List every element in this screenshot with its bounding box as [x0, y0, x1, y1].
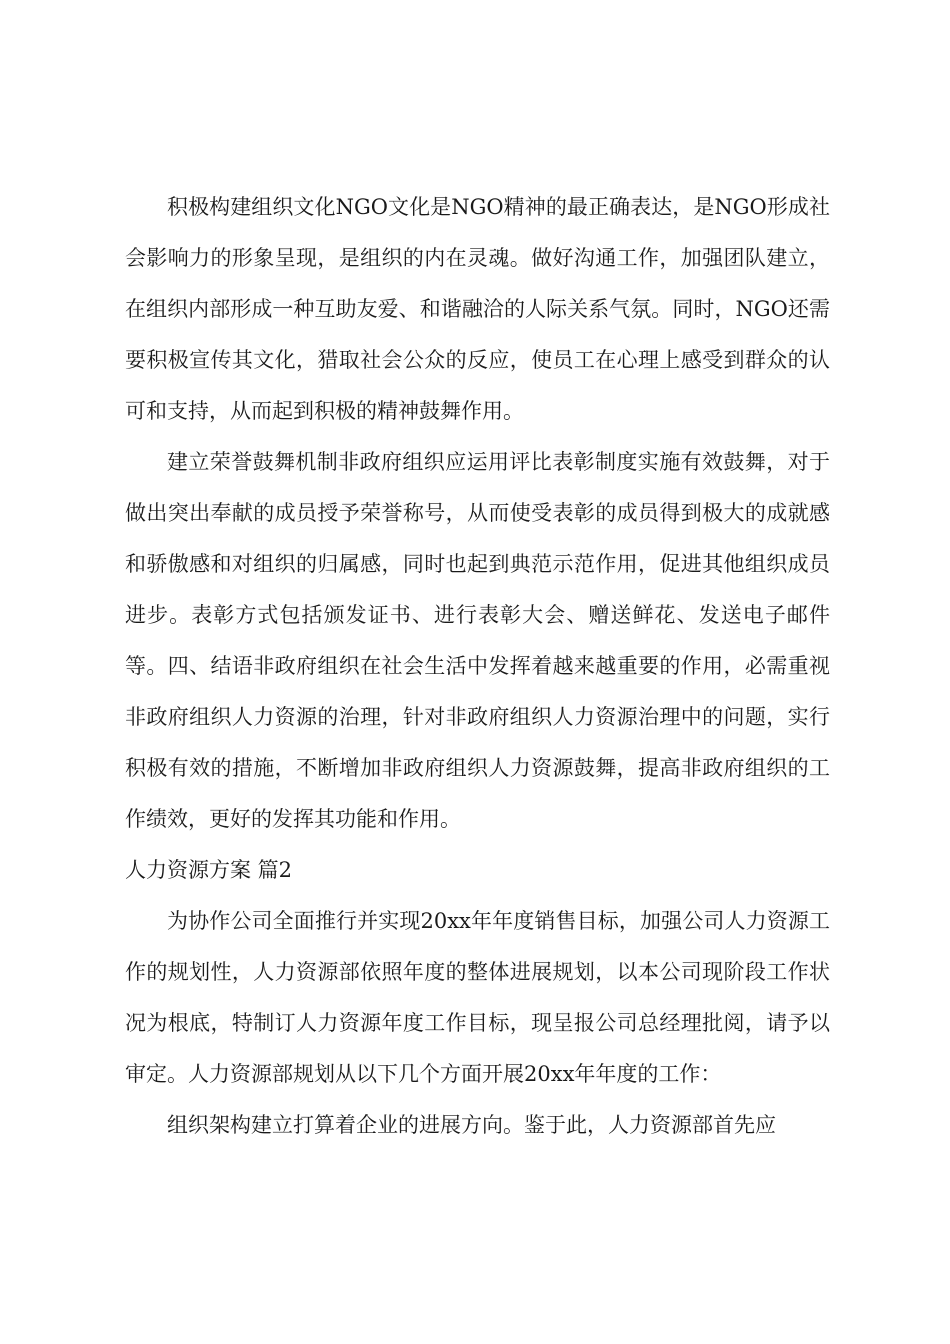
paragraph-annual-goals: 为协作公司全面推行并实现20xx年年度销售目标，加强公司人力资源工作的规划性，人力资源部依照年度的整体进展规划，以本公司现阶段工作状况为根底，特制订人力资源年度工作目标，现呈报公司总经理批阅，请予以审定。人力资源部规划从以下几个方面开展20xx年年度的工作：: [125, 909, 830, 1086]
document-body: [125, 182, 830, 1151]
paragraph-org-structure: 组织架构建立打算着企业的进展方向。鉴于此，人力资源部首先应: [167, 1113, 776, 1137]
section-heading: 人力资源方案 篇2: [125, 858, 293, 882]
paragraph-honor-incentive: 建立荣誉鼓舞机制非政府组织应运用评比表彰制度实施有效鼓舞，对于做出突出奉献的成员授予荣誉称号，从而使受表彰的成员得到极大的成就感和骄傲感和对组织的归属感，同时也起到典范示范作用，促进其他组织成员进步。表彰方式包括颁发证书、进行表彰大会、赠送鲜花、发送电子邮件等。四、结语非政府组织在社会生活中发挥着越来越重要的作用，必需重视非政府组织人力资源的治理，针对非政府组织人力资源治理中的问题，实行积极有效的措施，不断增加非政府组织人力资源鼓舞，提高非政府组织的工作绩效，更好的发挥其功能和作用。: [125, 450, 830, 831]
paragraph-organization-culture: 积极构建组织文化NGO文化是NGO精神的最正确表达，是NGO形成社会影响力的形象呈现，是组织的内在灵魂。做好沟通工作，加强团队建立，在组织内部形成一种互助友爱、和谐融洽的人际关系气氛。同时，NGO还需要积极宣传其文化，猎取社会公众的反应，使员工在心理上感受到群众的认可和支持，从而起到积极的精神鼓舞作用。: [125, 195, 830, 423]
